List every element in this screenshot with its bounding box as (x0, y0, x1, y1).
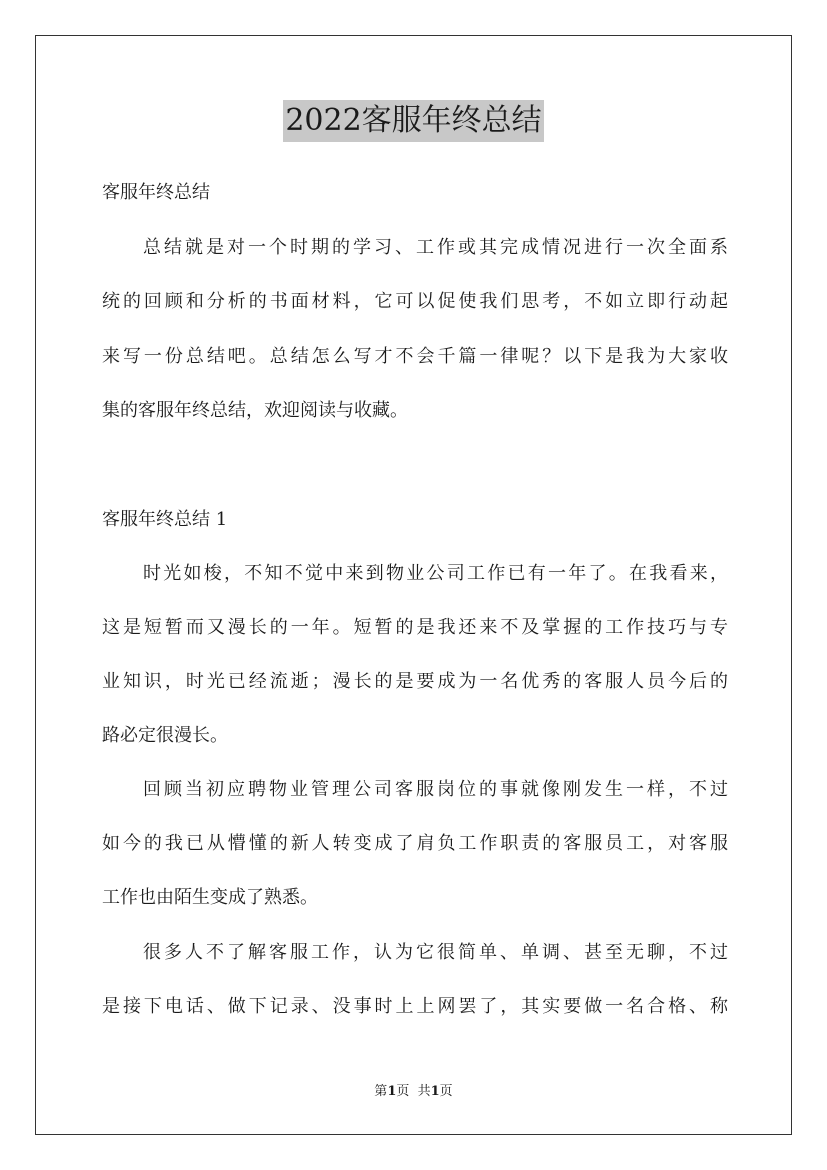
para3-line: 是接下电话、做下记录、没事时上上网罢了，其实要做一名合格、称 (102, 996, 728, 1017)
para1-line: 路必定很漫长。 (102, 725, 228, 746)
document-title: 2022客服年终总结 (283, 100, 543, 142)
para1-line: 这是短暂而又漫长的一年。短暂的是我还来不及掌握的工作技巧与专 (102, 617, 728, 638)
footer-page-suffix: 页 (439, 1084, 453, 1099)
footer-page-prefix: 第 (374, 1084, 388, 1099)
para2-line: 工作也由陌生变成了熟悉。 (102, 887, 318, 908)
page-footer (0, 1083, 827, 1101)
intro-line: 集的客服年终总结，欢迎阅读与收藏。 (102, 400, 408, 421)
intro-heading: 客服年终总结 (102, 182, 210, 203)
para1-line: 业知识，时光已经流逝；漫长的是要成为一名优秀的客服人员今后的 (102, 671, 728, 692)
para3-line: 很多人不了解客服工作，认为它很简单、单调、甚至无聊，不过 (143, 942, 728, 963)
footer-page-mid: 页 共 (396, 1084, 431, 1099)
para2-line: 如今的我已从懵懂的新人转变成了肩负工作职责的客服员工，对客服 (102, 833, 728, 854)
title-container (0, 100, 827, 142)
intro-line: 统的回顾和分析的书面材料，它可以促使我们思考，不如立即行动起 (102, 291, 728, 312)
section1-heading: 客服年终总结 1 (102, 509, 228, 530)
para2-line: 回顾当初应聘物业管理公司客服岗位的事就像刚发生一样，不过 (143, 779, 728, 800)
intro-line: 来写一份总结吧。总结怎么写才不会千篇一律呢？以下是我为大家收 (102, 346, 728, 367)
footer-total-pages: 1 (430, 1084, 440, 1099)
intro-line: 总结就是对一个时期的学习、工作或其完成情况进行一次全面系 (143, 237, 728, 258)
para1-line: 时光如梭，不知不觉中来到物业公司工作已有一年了。在我看来， (143, 563, 728, 584)
footer-page-number: 1 (387, 1084, 397, 1099)
